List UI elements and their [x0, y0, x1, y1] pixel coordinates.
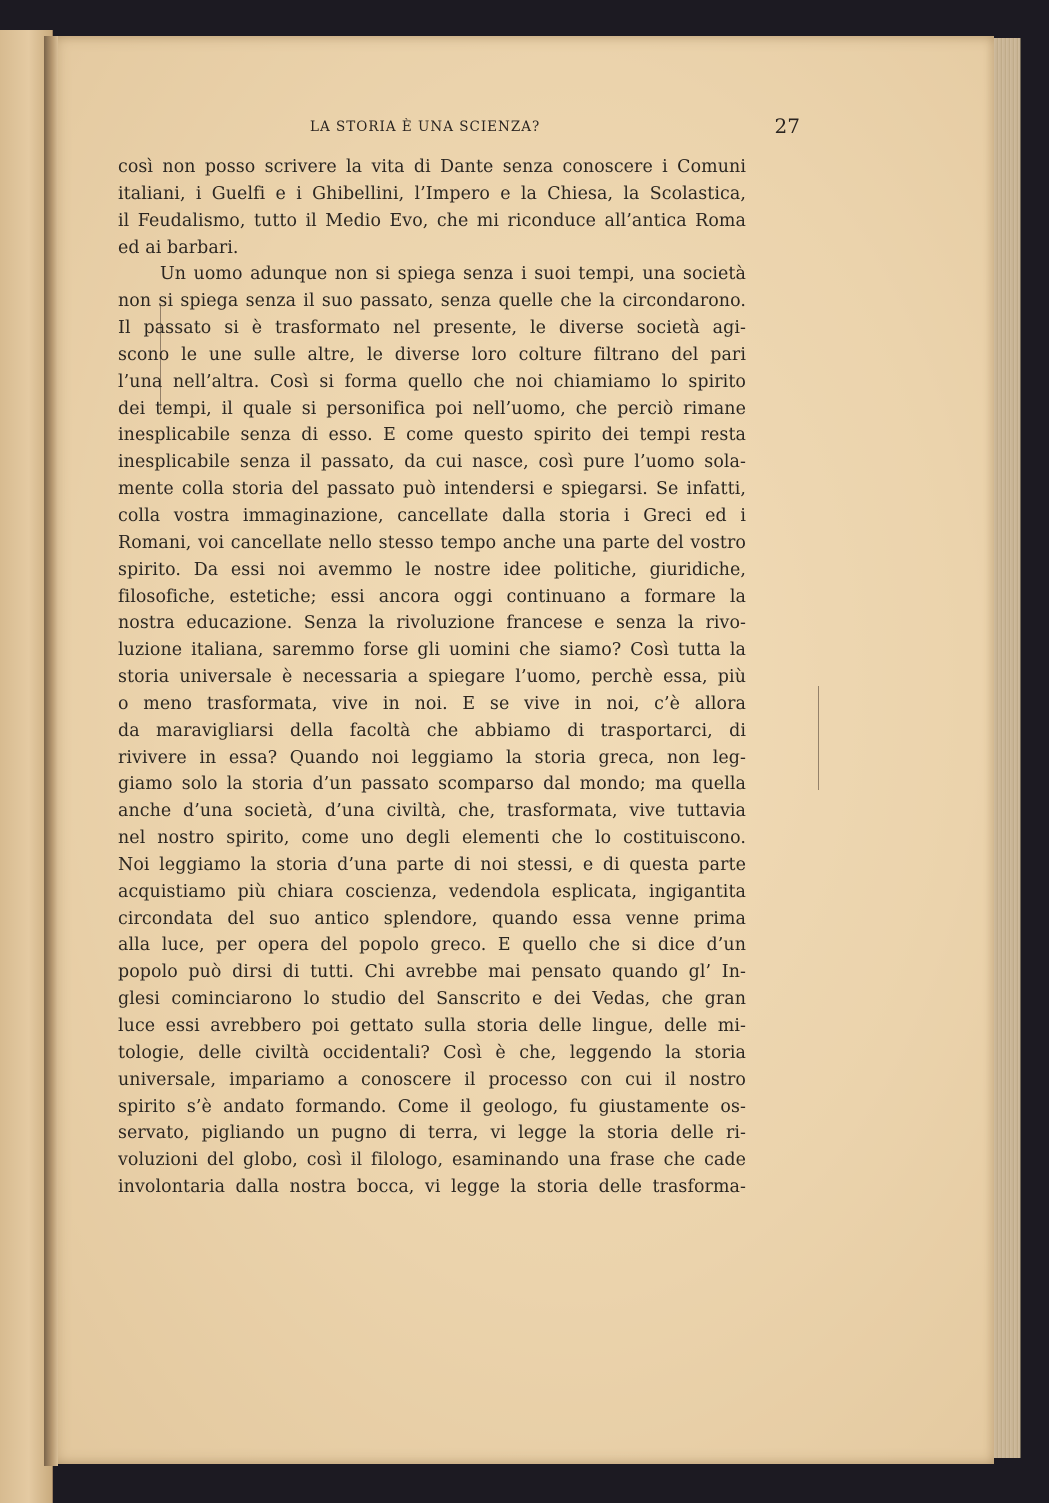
- text-line: involontaria dalla nostra bocca, vi legge la storia delle trasforma-: [118, 1177, 746, 1198]
- text-line: così non posso scrivere la vita di Dante senza conoscere i Comuni: [118, 157, 746, 177]
- text-line: alla luce, per opera del popolo greco. E quello che si dice d’un: [118, 935, 746, 956]
- text-line: Noi leggiamo la storia d’una parte di noi stessi, e di questa parte: [118, 854, 746, 875]
- text-line: voluzioni del globo, così il filologo, esaminando una frase che cade: [118, 1150, 746, 1171]
- text-line: storia universale è necessaria a spiegare l’uomo, perchè essa, più: [118, 667, 746, 688]
- text-line: rivivere in essa? Quando noi leggiamo la storia greca, non leg-: [118, 747, 746, 768]
- text-line: tologie, delle civiltà occidentali? Così è che, leggendo la storia: [118, 1042, 746, 1063]
- text-line: popolo può dirsi di tutti. Chi avrebbe mai pensato quando gl’ In-: [118, 962, 746, 983]
- text-line: spirito. Da essi noi avemmo le nostre idee politiche, giuridiche,: [118, 559, 746, 580]
- text-line: circondata del suo antico splendore, quando essa venne prima: [118, 908, 746, 929]
- text-line: filosofiche, estetiche; essi ancora oggi continuano a formare la: [118, 586, 746, 607]
- text-line: luzione italiana, saremmo forse gli uomini che siamo? Così tutta la: [118, 640, 746, 661]
- margin-pencil-mark-right: [818, 686, 819, 790]
- text-line: l’una nell’altra. Così si forma quello che noi chiamiamo lo spirito: [118, 371, 746, 392]
- text-line: Il passato si è trasformato nel presente, le diverse società agi-: [118, 318, 746, 339]
- text-line: spirito s’è andato formando. Come il geologo, fu giustamente os-: [118, 1096, 746, 1117]
- text-line: inesplicabile senza il passato, da cui nasce, così pure l’uomo sola-: [118, 452, 746, 473]
- text-line: servato, pigliando un pugno di terra, vi legge la storia delle ri-: [118, 1123, 746, 1144]
- text-line: colla vostra immaginazione, cancellate dalla storia i Greci ed i: [118, 505, 746, 526]
- text-line: il Feudalismo, tutto il Medio Evo, che mi riconduce all’antica Roma: [118, 210, 746, 231]
- text-line: anche d’una società, d’una civiltà, che, trasformata, vive tuttavia: [118, 801, 746, 822]
- text-line: Un uomo adunque non si spiega senza i suoi tempi, una società: [160, 264, 746, 285]
- running-head-title: LA STORIA È UNA SCIENZA?: [310, 119, 541, 135]
- text-line: non si spiega senza il suo passato, senza quelle che la circondarono.: [118, 291, 746, 312]
- text-line: giamo solo la storia d’un passato scomparso dal mondo; ma quella: [118, 774, 746, 795]
- page-number: 27: [774, 114, 800, 138]
- book-gutter: [44, 36, 58, 1466]
- body-text: [118, 154, 746, 1201]
- text-line: universale, impariamo a conoscere il processo con cui il nostro: [118, 1069, 746, 1090]
- text-line: scono le une sulle altre, le diverse loro colture filtrano del pari: [118, 344, 746, 365]
- text-line: inesplicabile senza di esso. E come questo spirito dei tempi resta: [118, 425, 746, 446]
- text-line: Romani, voi cancellate nello stesso tempo anche una parte del vostro: [118, 532, 746, 553]
- text-line: nel nostro spirito, come uno degli elementi che lo costituiscono.: [118, 828, 746, 849]
- text-line: da maravigliarsi della facoltà che abbiamo di trasportarci, di: [118, 720, 746, 741]
- text-line: ed ai barbari.: [118, 237, 239, 258]
- text-line: dei tempi, il quale si personifica poi nell’uomo, che perciò rimane: [118, 398, 746, 419]
- text-line: luce essi avrebbero poi gettato sulla storia delle lingue, delle mi-: [118, 1016, 746, 1036]
- text-line: mente colla storia del passato può intendersi e spiegarsi. Se infatti,: [118, 479, 746, 500]
- text-line: italiani, i Guelfi e i Ghibellini, l’Impero e la Chiesa, la Scolastica,: [118, 183, 746, 204]
- text-line: nostra educazione. Senza la rivoluzione francese e senza la rivo-: [118, 613, 746, 634]
- text-line: o meno trasformata, vive in noi. E se vive in noi, c’è allora: [118, 693, 746, 714]
- text-line: glesi cominciarono lo studio del Sanscrito e dei Vedas, che gran: [118, 989, 746, 1010]
- running-head: [310, 112, 800, 142]
- text-line: acquistiamo più chiara coscienza, vedendola esplicata, ingigantita: [118, 881, 746, 902]
